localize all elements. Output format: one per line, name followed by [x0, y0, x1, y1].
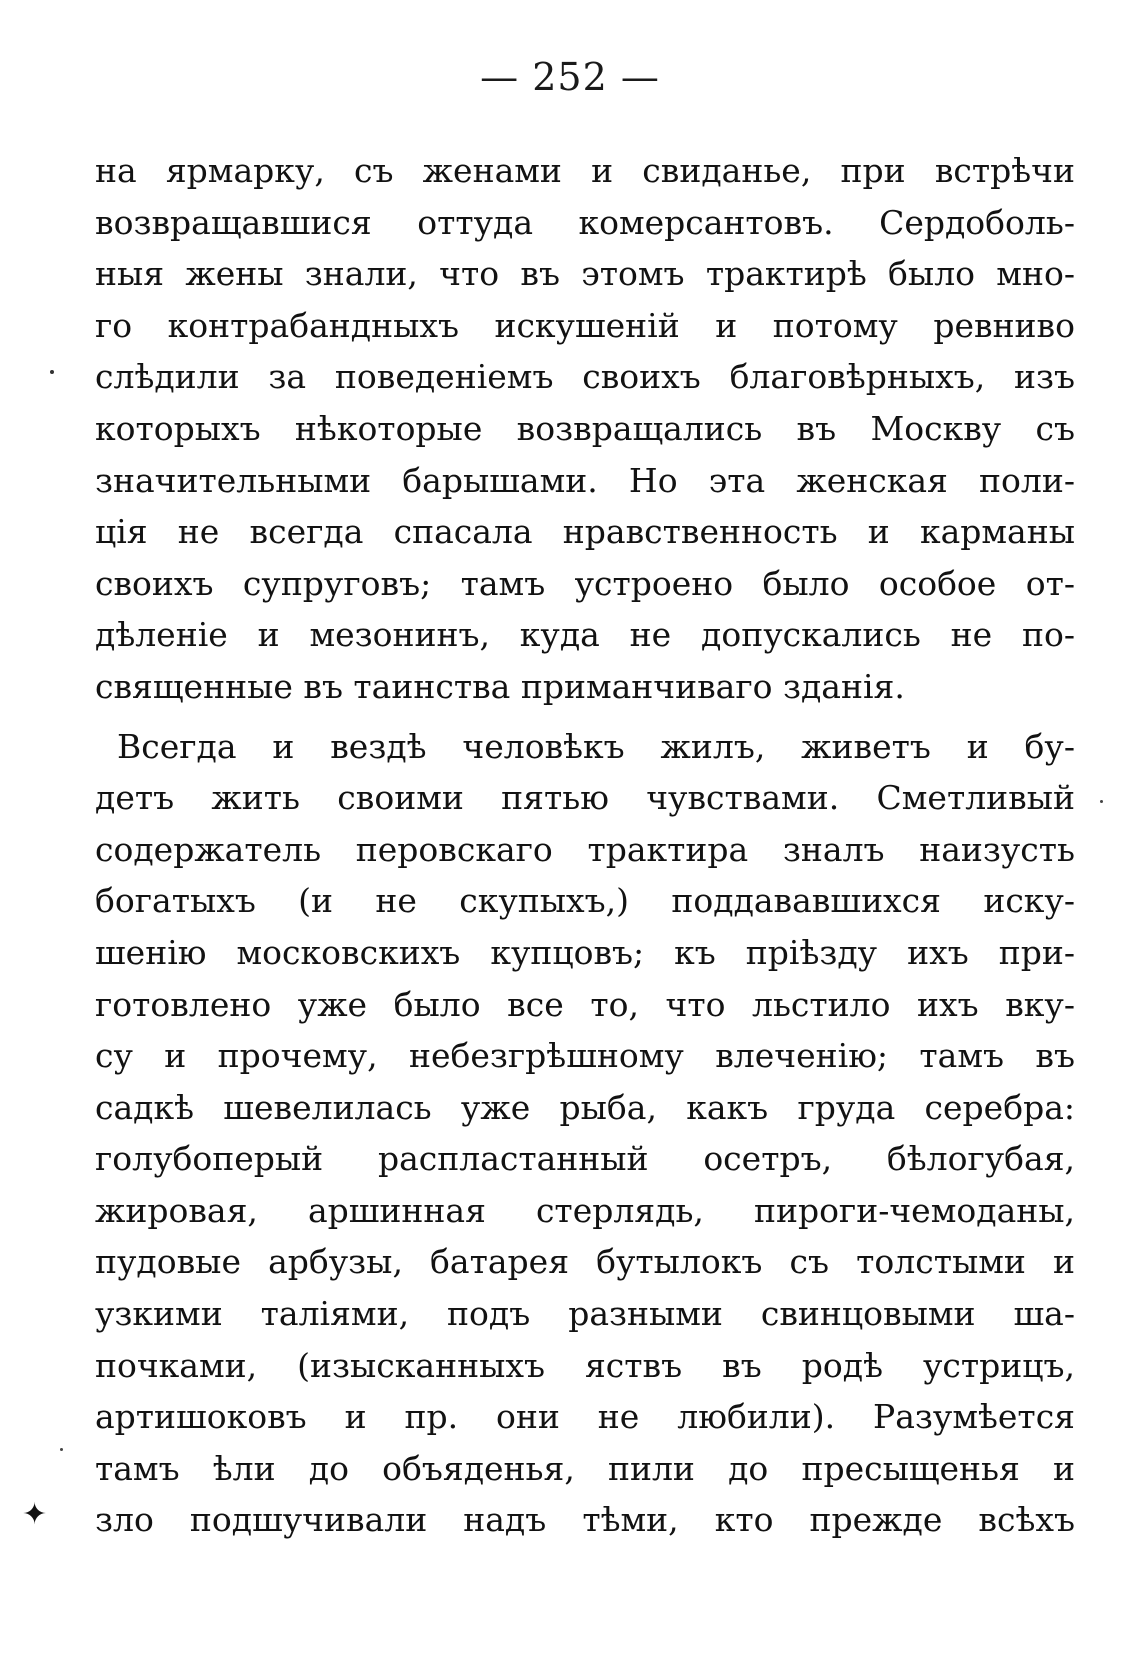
- text-line: возвращавшися оттуда комерсантовъ. Сердоболь-: [95, 202, 1075, 242]
- text-line: дѣленіе и мезонинъ, куда не допускались не по-: [95, 615, 1075, 655]
- text-line: го контрабандныхъ искушеній и потому ревниво: [95, 305, 1075, 345]
- text-line: которыхъ нѣкоторые возвращались въ Москву съ: [95, 408, 1075, 448]
- text-line: жировая, аршинная стерлядь, пироги-чемоданы,: [95, 1190, 1075, 1230]
- text-line: зло подшучивали надъ тѣми, кто прежде всѣхъ: [95, 1500, 1075, 1540]
- margin-speck: [1100, 800, 1103, 803]
- text-line: артишоковъ и пр. они не любили). Разумѣется: [95, 1397, 1075, 1437]
- text-line: садкѣ шевелилась уже рыба, какъ груда серебра:: [95, 1087, 1075, 1127]
- text-line: ныя жены знали, что въ этомъ трактирѣ было мно-: [95, 254, 1075, 294]
- text-line: ція не всегда спасала нравственность и карманы: [95, 512, 1075, 552]
- text-line: готовлено уже было все то, что льстило ихъ вку-: [95, 984, 1075, 1024]
- text-line: тамъ ѣли до объяденья, пили до пресыщенья и: [95, 1448, 1075, 1488]
- body-text: [95, 145, 1075, 1546]
- margin-speck: [50, 370, 54, 374]
- paragraph-1: [95, 145, 1075, 713]
- text-line: Всегда и вездѣ человѣкъ жилъ, живетъ и бу-: [117, 726, 1075, 766]
- margin-speck: [60, 1448, 63, 1451]
- paragraph-2: [95, 721, 1075, 1547]
- page-number: — 252 —: [480, 55, 660, 99]
- text-line: слѣдили за поведеніемъ своихъ благовѣрныхъ, изъ: [95, 357, 1075, 397]
- ornament-icon: ✦: [22, 1497, 48, 1532]
- text-line: голубоперый распластанный осетръ, бѣлогубая,: [95, 1139, 1075, 1179]
- paragraph-gap: [95, 713, 1075, 721]
- text-line: почками, (изысканныхъ яствъ въ родѣ устрицъ,: [95, 1345, 1075, 1385]
- text-line: детъ жить своими пятью чувствами. Сметливый: [95, 778, 1075, 818]
- text-line: на ярмарку, съ женами и свиданье, при встрѣчи: [95, 151, 1075, 190]
- text-line: шенію московскихъ купцовъ; къ пріѣзду ихъ при-: [95, 932, 1075, 972]
- text-line: су и прочему, небезгрѣшному влеченію; тамъ въ: [95, 1036, 1075, 1076]
- text-line: своихъ супруговъ; тамъ устроено было особое от-: [95, 563, 1075, 603]
- text-line: содержатель перовскаго трактира зналъ наизусть: [95, 829, 1075, 869]
- text-line: богатыхъ (и не скупыхъ,) поддававшихся иску-: [95, 881, 1075, 921]
- text-line: пудовые арбузы, батарея бутылокъ съ толстыми и: [95, 1242, 1075, 1282]
- text-line: священные въ таинства приманчиваго зданія.: [95, 666, 905, 706]
- text-line: узкими таліями, подъ разными свинцовыми ша-: [95, 1294, 1075, 1334]
- text-line: значительными барышами. Но эта женская поли-: [95, 460, 1075, 500]
